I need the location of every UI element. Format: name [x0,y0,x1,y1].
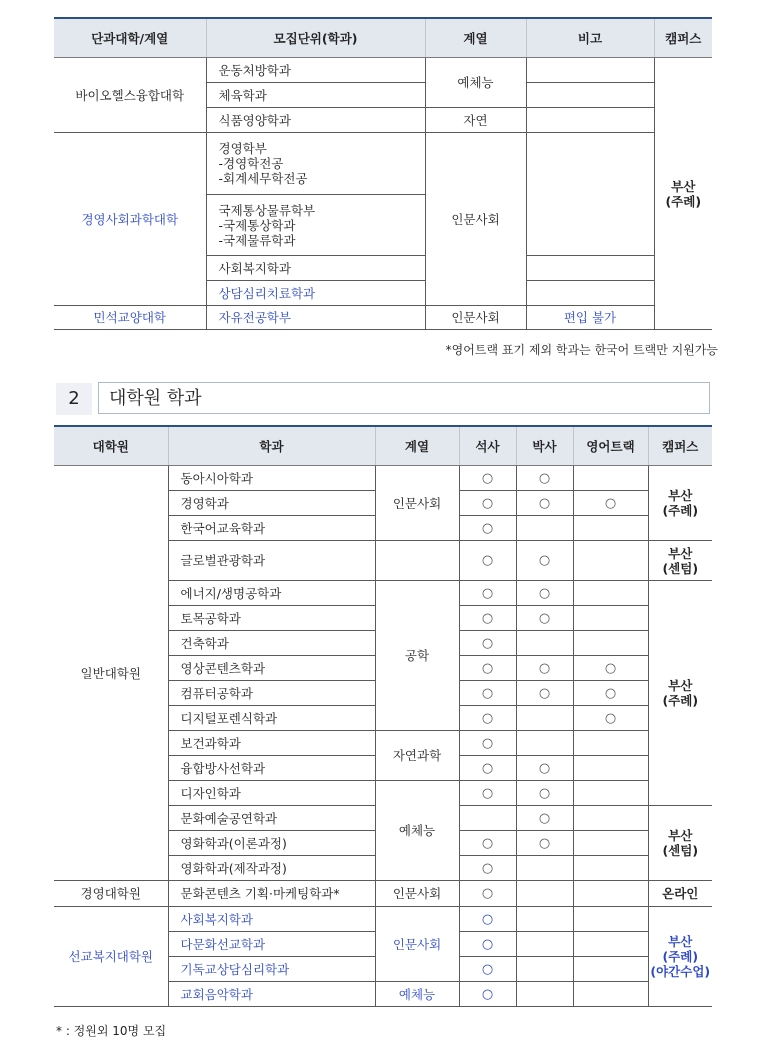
dept-name: 상담심리치료학과 [206,281,425,306]
dept-line: 국제통상물류학부 [218,202,316,218]
campus-cell [648,541,712,581]
doctor-mark: ○ [516,466,573,491]
series-cell: 예체능 [425,58,526,108]
doctor-mark [516,856,573,881]
doctor-mark [516,706,573,731]
master-mark: ○ [459,982,516,1007]
campus-cell: 온라인 [648,881,712,907]
campus-cell [654,58,712,330]
campus-cell [648,466,712,541]
col-header-series: 계열 [375,426,459,466]
master-mark: ○ [459,516,516,541]
english-mark [573,466,648,491]
dept-name: 식품영양학과 [206,108,425,133]
col-header-master: 석사 [459,426,516,466]
grad-school-name: 경영대학원 [54,881,168,907]
master-mark: ○ [459,957,516,982]
master-mark: ○ [459,932,516,957]
doctor-mark: ○ [516,541,573,581]
master-mark: ○ [459,881,516,907]
college-name: 민석교양대학 [54,306,206,330]
doctor-mark [516,881,573,907]
doctor-mark [516,957,573,982]
series-cell: 인문사회 [425,306,526,330]
dept-name: 영상콘텐츠학과 [168,656,375,681]
campus-cell [648,806,712,881]
series-cell: 자연 [425,108,526,133]
master-mark: ○ [459,681,516,706]
doctor-mark [516,631,573,656]
col-header-dept: 학과 [168,426,375,466]
table-row [54,306,712,330]
remark-cell [526,108,654,133]
col-header-campus: 캠퍼스 [648,426,712,466]
doctor-mark: ○ [516,656,573,681]
doctor-mark [516,516,573,541]
dept-name: 디지털포렌식학과 [168,706,375,731]
dept-name: 운동처방학과 [206,58,425,83]
english-mark [573,516,648,541]
dept-name [206,133,425,195]
table-row [54,907,712,932]
master-mark: ○ [459,541,516,581]
section-title: 대학원 학과 [98,382,710,414]
remark-cell: 편입 불가 [526,306,654,330]
dept-name: 동아시아학과 [168,466,375,491]
col-header-series: 계열 [425,18,526,58]
campus-line: 부산 [668,678,693,693]
doctor-mark [516,982,573,1007]
english-mark [573,881,648,907]
english-mark [573,856,648,881]
dept-name: 한국어교육학과 [168,516,375,541]
remark-cell [526,281,654,306]
col-header-dept: 모집단위(학과) [206,18,425,58]
dept-line: -회계세무학전공 [218,171,308,186]
dept-name: 문화콘텐츠 기획·마케팅학과* [168,881,375,907]
series-cell: 자연과학 [375,731,459,781]
master-mark: ○ [459,581,516,606]
english-mark [573,932,648,957]
english-mark [573,606,648,631]
english-mark [573,907,648,932]
undergrad-table [54,17,712,330]
campus-line: (주례) [662,693,699,708]
remark-cell [526,83,654,108]
master-mark: ○ [459,466,516,491]
dept-name: 자유전공학부 [206,306,425,330]
doctor-mark [516,907,573,932]
master-mark: ○ [459,631,516,656]
dept-line: -국제통상학과 [218,217,296,233]
campus-line: (주례) [662,503,699,518]
doctor-mark: ○ [516,831,573,856]
series-cell [375,541,459,581]
graduate-table [54,425,712,1007]
english-mark [573,831,648,856]
english-mark: ○ [573,706,648,731]
college-name: 바이오헬스융합대학 [54,58,206,133]
dept-name: 융합방사선학과 [168,756,375,781]
english-mark [573,756,648,781]
master-mark: ○ [459,756,516,781]
doctor-mark [516,731,573,756]
dept-name: 경영학과 [168,491,375,516]
campus-line: (주례) [662,949,699,964]
table-header-row [54,18,712,58]
remark-cell [526,256,654,281]
dept-name: 글로벌관광학과 [168,541,375,581]
series-cell: 공학 [375,581,459,731]
series-cell: 인문사회 [375,907,459,982]
col-header-college: 단과대학/계열 [54,18,206,58]
dept-name: 디자인학과 [168,781,375,806]
english-mark [573,957,648,982]
campus-line: (센텀) [662,843,699,858]
dept-name: 사회복지학과 [206,256,425,281]
remark-cell [526,58,654,83]
english-mark [573,541,648,581]
campus-line: 부산 [668,828,693,843]
dept-name: 토목공학과 [168,606,375,631]
english-mark [573,631,648,656]
dept-line: -경영학전공 [218,156,284,171]
master-mark: ○ [459,831,516,856]
dept-name: 다문화선교학과 [168,932,375,957]
master-mark: ○ [459,907,516,932]
english-mark: ○ [573,656,648,681]
english-mark [573,806,648,831]
series-cell: 인문사회 [425,133,526,306]
table-row [54,466,712,491]
dept-name: 에너지/생명공학과 [168,581,375,606]
campus-line: (야간수업) [650,964,711,979]
remark-cell [526,133,654,256]
dept-name: 건축학과 [168,631,375,656]
series-cell: 인문사회 [375,466,459,541]
series-cell: 예체능 [375,982,459,1007]
dept-name: 교회음악학과 [168,982,375,1007]
table-row [54,133,712,195]
dept-name [206,195,425,256]
english-mark [573,731,648,756]
master-mark: ○ [459,606,516,631]
doctor-mark: ○ [516,681,573,706]
campus-line: 부산 [668,488,693,503]
col-header-campus: 캠퍼스 [654,18,712,58]
series-cell: 예체능 [375,781,459,881]
english-mark [573,982,648,1007]
dept-name: 컴퓨터공학과 [168,681,375,706]
master-mark: ○ [459,656,516,681]
col-header-remark: 비고 [526,18,654,58]
table-row [54,881,712,907]
campus-line: 부산 [671,178,696,194]
doctor-mark: ○ [516,756,573,781]
col-header-school: 대학원 [54,426,168,466]
section-number: 2 [56,383,92,415]
master-mark [459,806,516,831]
master-mark: ○ [459,706,516,731]
dept-name: 보건과학과 [168,731,375,756]
dept-name: 체육학과 [206,83,425,108]
dept-name: 사회복지학과 [168,907,375,932]
master-mark: ○ [459,491,516,516]
dept-name: 기독교상담심리학과 [168,957,375,982]
campus-line: 부산 [668,545,693,561]
doctor-mark: ○ [516,806,573,831]
doctor-mark: ○ [516,781,573,806]
doctor-mark: ○ [516,491,573,516]
campus-cell [648,907,712,1007]
english-track-note: *영어트랙 표기 제외 학과는 한국어 트랙만 지원가능 [445,343,718,357]
table-row [54,58,712,83]
series-cell: 인문사회 [375,881,459,907]
campus-line: (주례) [665,193,702,209]
english-mark: ○ [573,491,648,516]
dept-line: 경영학부 [218,141,267,156]
dept-name: 영화학과(제작과정) [168,856,375,881]
campus-line: (센텀) [662,560,699,576]
master-mark: ○ [459,731,516,756]
campus-line: 부산 [668,934,693,949]
col-header-english: 영어트랙 [573,426,648,466]
doctor-mark: ○ [516,581,573,606]
master-mark: ○ [459,781,516,806]
col-header-doctor: 박사 [516,426,573,466]
campus-cell [648,581,712,806]
grad-school-name: 선교복지대학원 [54,907,168,1007]
doctor-mark: ○ [516,606,573,631]
english-mark [573,781,648,806]
quota-note: * : 정원외 10명 모집 [56,1024,167,1038]
master-mark: ○ [459,856,516,881]
doctor-mark [516,932,573,957]
dept-name: 문화예술공연학과 [168,806,375,831]
table-header-row [54,426,712,466]
english-mark [573,581,648,606]
college-name: 경영사회과학대학 [54,133,206,306]
dept-line: -국제물류학과 [218,232,296,248]
grad-school-name: 일반대학원 [54,466,168,881]
english-mark: ○ [573,681,648,706]
dept-name: 영화학과(이론과정) [168,831,375,856]
